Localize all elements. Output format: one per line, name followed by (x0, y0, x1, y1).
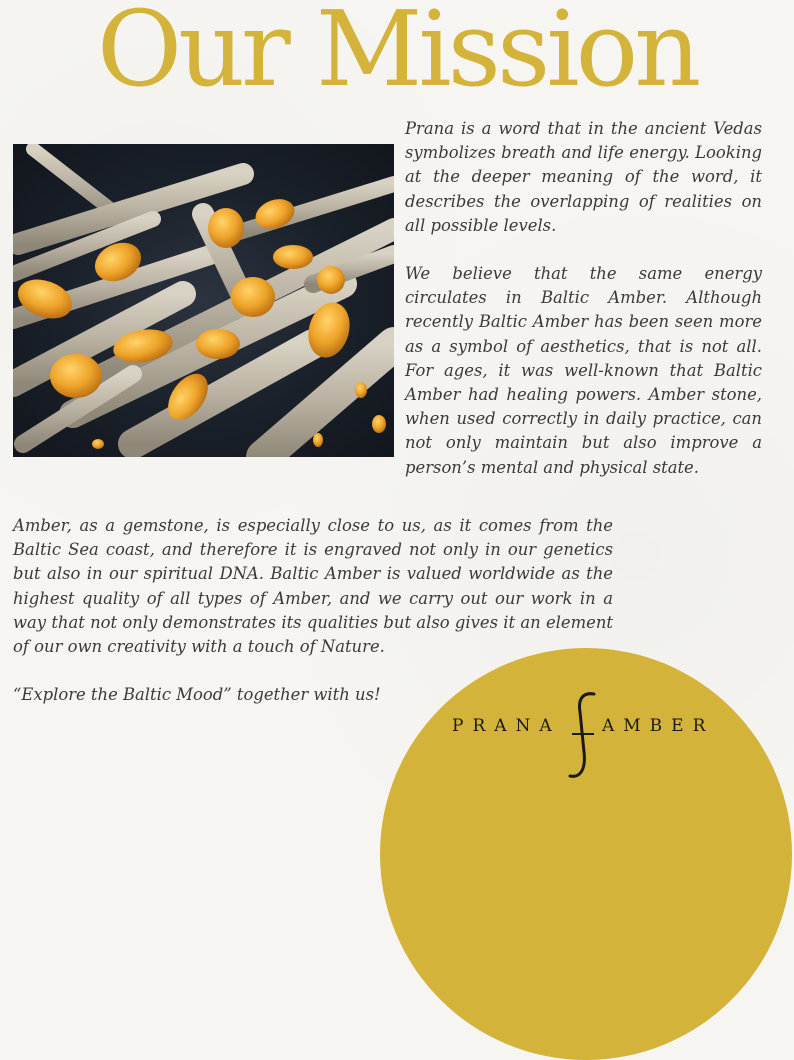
amber-driftwood-illustration (13, 144, 394, 457)
prana-amber-logo (452, 690, 742, 782)
page-title: Our Mission (96, 0, 698, 110)
mission-paragraph-1: Prana is a word that in the ancient Vedas symbolizes breath and life energy. Looking at the deeper meaning of the word, it describes the overlapping of realities on all possible levels. (405, 119, 762, 235)
mission-slogan: “Explore the Baltic Mood” together with us! (13, 685, 381, 704)
mission-paragraph-2: We believe that the same energy circulates in Baltic Amber. Although recently Baltic Amber has been seen more as a symbol of aesthetics, that is not all. For ages, it was well-known that Baltic Amber had healing powers. Amber stone, when used correctly in daily practice, can not only maintain but also improve a person’s mental and physical state. (405, 264, 762, 477)
mission-paragraph-3: Amber, as a gemstone, is especially close to us, as it comes from the Baltic Sea coast, and therefore it is engraved not only in our genetics but also in our spiritual DNA. Baltic Amber is valued worldwide as the highest quality of all types of Amber, and we carry out our work in a way that not only demonstrates its qualities but also gives it an element of our own creativity with a touch of Nature. (13, 516, 613, 657)
prana-amber-logo-mark-icon (564, 690, 600, 782)
amber-driftwood-photo (13, 144, 394, 457)
logo-word-prana: PRANA (452, 716, 561, 736)
logo-word-amber: AMBER (602, 716, 715, 736)
